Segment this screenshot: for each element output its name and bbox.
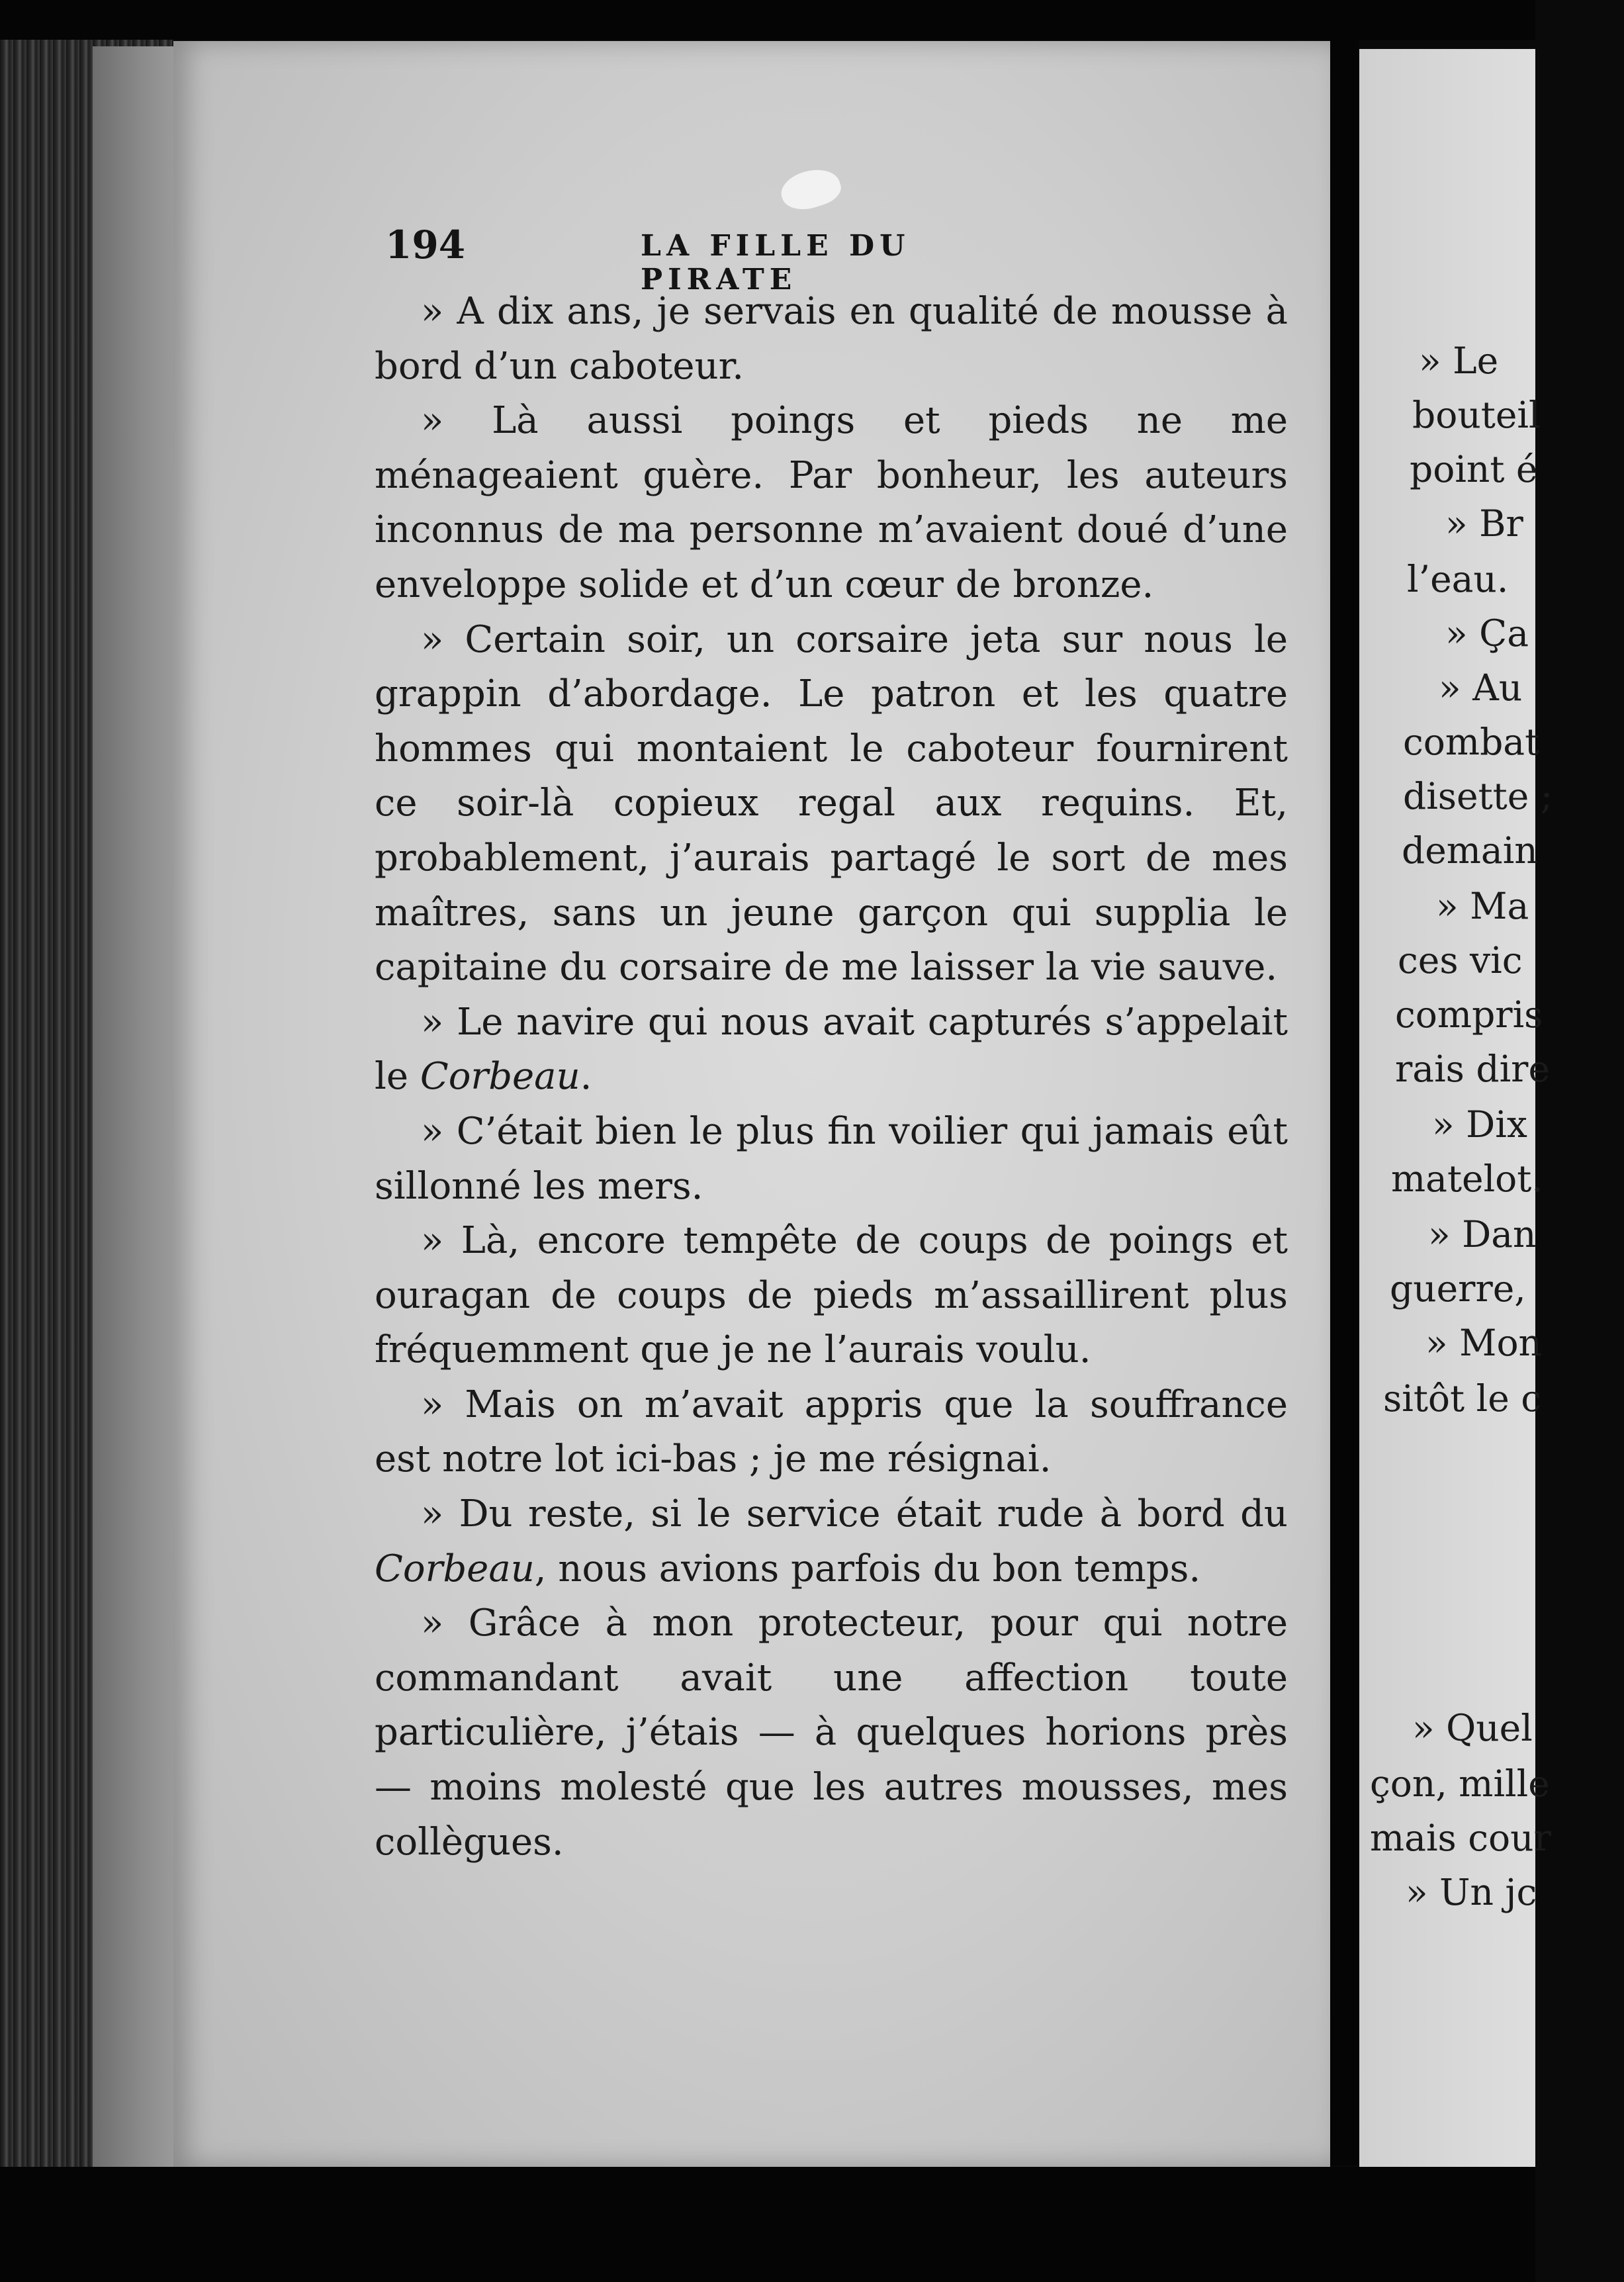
paragraph: » C’était bien le plus fin voilier qui jamais eût sillonné les mers. (375, 1109, 1288, 1208)
paragraph-text: , nous avions parfois du bon temps. (534, 1547, 1201, 1590)
facing-line: combat (1403, 721, 1540, 763)
facing-line: rais dire (1395, 1048, 1551, 1090)
paragraph: » Grâce à mon protecteur, pour qui notre commandant avait une affection toute particulière, j’étais — à quelques horions près — moins molesté que les autres mousses, mes collègues. (375, 1602, 1288, 1864)
facing-line: bouteil (1412, 394, 1541, 436)
facing-line: demain (1402, 829, 1538, 872)
facing-line: » Ma (1436, 885, 1529, 927)
facing-line: mais cour (1370, 1817, 1551, 1859)
book-spine-shadow (93, 46, 173, 2171)
paragraph: » A dix ans, je servais en qualité de mousse à bord d’un caboteur. (375, 290, 1288, 388)
facing-line: » Dix (1432, 1103, 1527, 1146)
paragraph: » Mais on m’avait appris que la souffrance est notre lot ici-bas ; je me résignai. (375, 1383, 1288, 1481)
facing-line: » Au (1439, 666, 1523, 709)
paragraph: » Là, encore tempête de coups de poings et ouragan de coups de pieds m’assaillirent plus fréquemment que je ne l’aurais voulu. (375, 1219, 1288, 1372)
facing-line: compris (1395, 993, 1543, 1036)
facing-line: » Le (1419, 340, 1499, 382)
paragraph: » Là aussi poings et pieds ne me ménageaient guère. Par bonheur, les auteurs inconnus de ma personne m’avaient doué d’une enveloppe solide et d’un cœur de bronze. (375, 399, 1288, 606)
facing-line: » Un jc (1406, 1871, 1537, 1913)
facing-line: guerre, (1390, 1267, 1526, 1310)
page-number: 194 (385, 222, 466, 267)
right-page-fragment (1359, 49, 1553, 2167)
facing-line: point é (1410, 448, 1538, 490)
facing-line: » Quel (1412, 1707, 1533, 1749)
facing-line: » Dan (1428, 1213, 1537, 1255)
paragraph (375, 1487, 1288, 1596)
paragraph-text: » Le navire qui nous avait capturés s’appelait le (375, 1000, 1288, 1099)
paragraph (375, 995, 1288, 1105)
running-title: LA FILLE DU PIRATE (641, 229, 911, 297)
body-text (375, 285, 1288, 1870)
facing-line: sitôt le c (1383, 1377, 1542, 1420)
facing-line: » Br (1445, 502, 1523, 545)
facing-line: ces vic (1398, 939, 1523, 981)
facing-line: matelot. (1391, 1158, 1543, 1200)
scan-top-border (0, 0, 1535, 40)
facing-line: çon, mille (1370, 1762, 1550, 1805)
facing-line: l’eau. (1407, 558, 1509, 600)
ship-name: Corbeau (375, 1547, 535, 1590)
paragraph-text: » Du reste, si le service était rude à bord du (421, 1492, 1288, 1536)
facing-line: » Mon (1425, 1322, 1542, 1364)
page-header (385, 222, 1047, 297)
scan-bottom-border (0, 2167, 1535, 2282)
facing-line: disette ; (1403, 775, 1553, 817)
paragraph-text: . (580, 1055, 592, 1099)
facing-line: » Ça (1445, 612, 1529, 655)
ship-name: Corbeau (420, 1055, 580, 1099)
paragraph: » Certain soir, un corsaire jeta sur nous le grappin d’abordage. Le patron et les quatre hommes qui montaient le caboteur fournirent ce soir-là copieux regal aux requins. Et, probablement, j’aurais partagé le sort de mes maîtres, sans un jeune garçon qui supplia le capitaine du corsaire de me laisser la vie sauve. (375, 617, 1288, 989)
book-gutter (1330, 40, 1359, 2166)
